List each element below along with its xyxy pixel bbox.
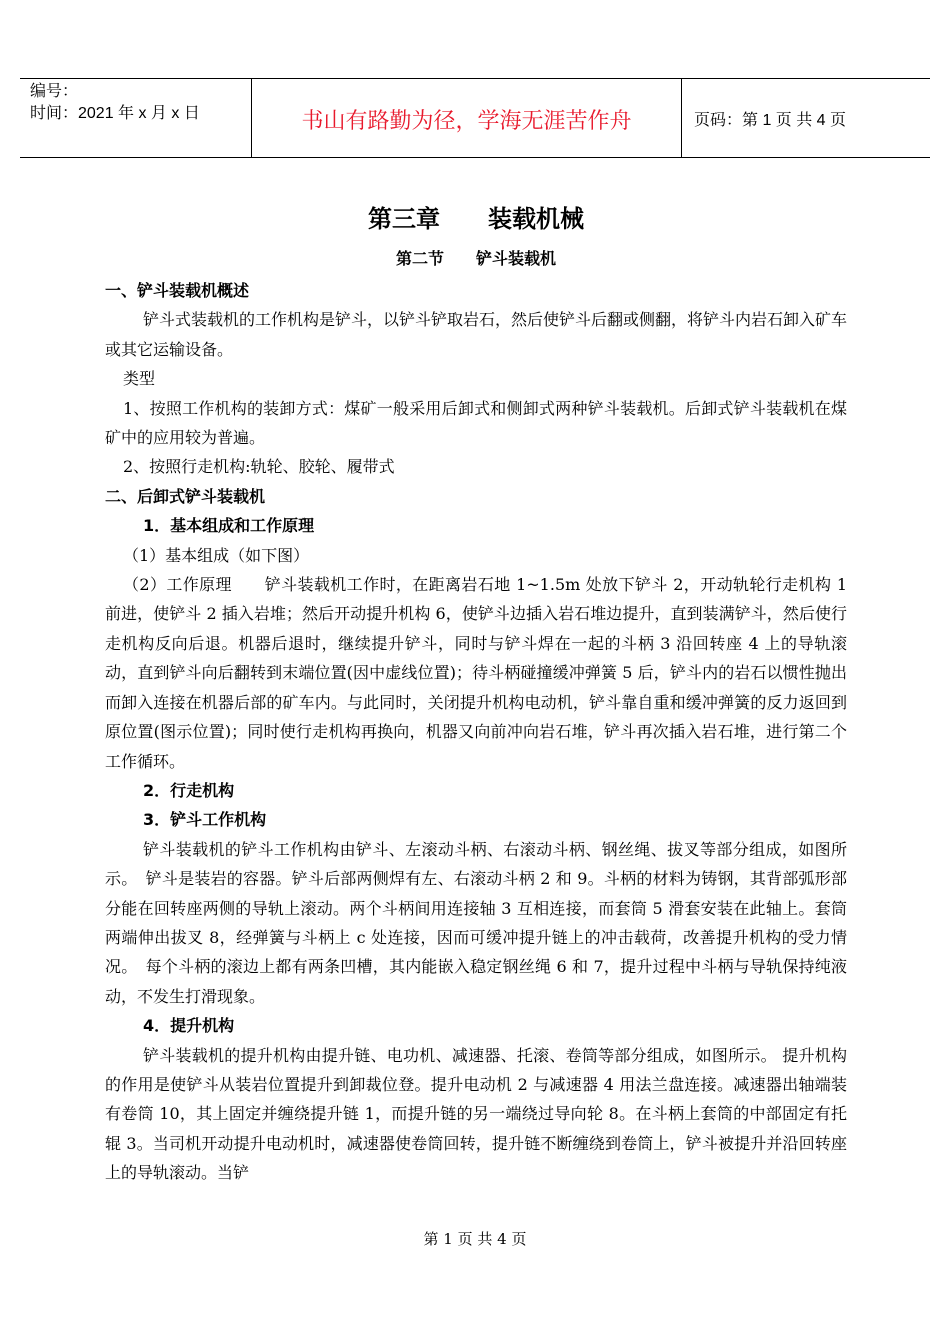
page-footer: 第 1 页 共 4 页 [423, 1230, 527, 1248]
header-table [20, 78, 930, 158]
heading-overview: 一、铲斗装载机概述 [105, 281, 250, 300]
paragraph-bucket-mechanism: 铲斗装载机的铲斗工作机构由铲斗、左滚动斗柄、右滚动斗柄、钢丝绳、拔叉等部分组成，如图所示。 铲斗是装岩的容器。铲斗后部两侧焊有左、右滚动斗柄 2 和 9。斗柄的材料为铸钢，其背部弧形部分能在回转座两侧的导轨上滚动。两个斗柄间用连接轴 3 互相连接，而套筒 5 滑套安装在此轴上。套筒两端伸出拔叉 8，经弹簧与斗柄上 c 处连接，因而可缓冲提升链上的冲击载荷，改善提升机构的受力情况。 每个斗柄的滚边上都有两条凹槽，其内能嵌入稳定钢丝绳 6 和 7，提升过程中斗柄与导轨保持纯液动，不发生打滑现象。 [105, 839, 847, 1006]
heading-lift-mechanism: 4．提升机构 [143, 1016, 235, 1036]
section-title: 第二节 铲斗装载机 [395, 249, 556, 268]
types-label: 类型 [123, 369, 156, 389]
paragraph-type-2: 2、按照行走机构:轨轮、胶轮、履带式 [123, 457, 395, 477]
paragraph-overview: 铲斗式装载机的工作机构是铲斗，以铲斗铲取岩石，然后使铲斗后翻或侧翻，将铲斗内岩石卸入矿车或其它运输设备。 [105, 310, 848, 359]
paragraph-working-principle: （2）工作原理 铲斗装载机工作时，在距离岩石地 1~1.5m 处放下铲斗 2，开动轨轮行走机构 1 前进，使铲斗 2 插入岩堆；然后开动提升机构 6，使铲斗边插入岩石堆边提升，直到装满铲斗，然后使行走机构反向后退。机器后退时，继续提升铲斗，同时与铲斗焊在一起的斗柄 3 沿回转座 4 上的导轨滚动，直到铲斗向后翻转到末端位置(因中虚线位置)；待斗柄碰撞缓冲弹簧 5 后，铲斗内的岩石以惯性抛出而卸入连接在机器后部的矿车内。与此同时，关闭提升机构电动机，铲斗靠自重和缓冲弹簧的反力返回到原位置(图示位置)；同时使行走机构再换向，机器又向前冲向岩石堆，铲斗再次插入岩石堆，进行第二个工作循环。 [105, 575, 847, 771]
header-left-cell [20, 79, 252, 157]
page-number-label: 页码：第 1 页 共 4 页 [694, 111, 847, 129]
heading-walking-mechanism: 2．行走机构 [143, 780, 235, 800]
heading-rear-dump: 二、后卸式铲斗装载机 [105, 486, 266, 506]
motto-banner: 书山有路勤为径，学海无涯苦作舟 [252, 79, 682, 157]
heading-bucket-mechanism: 3．铲斗工作机构 [143, 810, 267, 830]
paragraph-basic-composition: （1）基本组成（如下图） [123, 545, 310, 565]
document-number-label: 编号： [30, 83, 79, 100]
document-body [105, 196, 847, 1188]
paragraph-lift-mechanism: 铲斗装载机的提升机构由提升链、电功机、减速器、托滚、卷筒等部分组成，如图所示。 提升机构的作用是使铲斗从装岩位置提升到卸裁位登。提升电动机 2 与减速器 4 用法兰盘连接。减速器出轴端装有卷筒 10，其上固定并缠绕提升链 1，而提升链的另一端绕过导向轮 8。在斗柄上套筒的中部固定有托辊 3。当司机开动提升电动机时，减速器使卷筒回转，提升链不断缠绕到卷筒上，铲斗被提升并沿回转座上的导轨滚动。当铲 [105, 1045, 847, 1183]
chapter-title: 第三章 装载机械 [368, 205, 584, 233]
heading-basic-composition: 1．基本组成和工作原理 [143, 516, 315, 536]
paragraph-type-1: 1、按照工作机构的装卸方式：煤矿一般采用后卸式和侧卸式两种铲斗装载机。后卸式铲斗装载机在煤矿中的应用较为普遍。 [105, 398, 847, 448]
document-time-label: 时间：2021 年 x 月 x 日 [30, 105, 200, 122]
